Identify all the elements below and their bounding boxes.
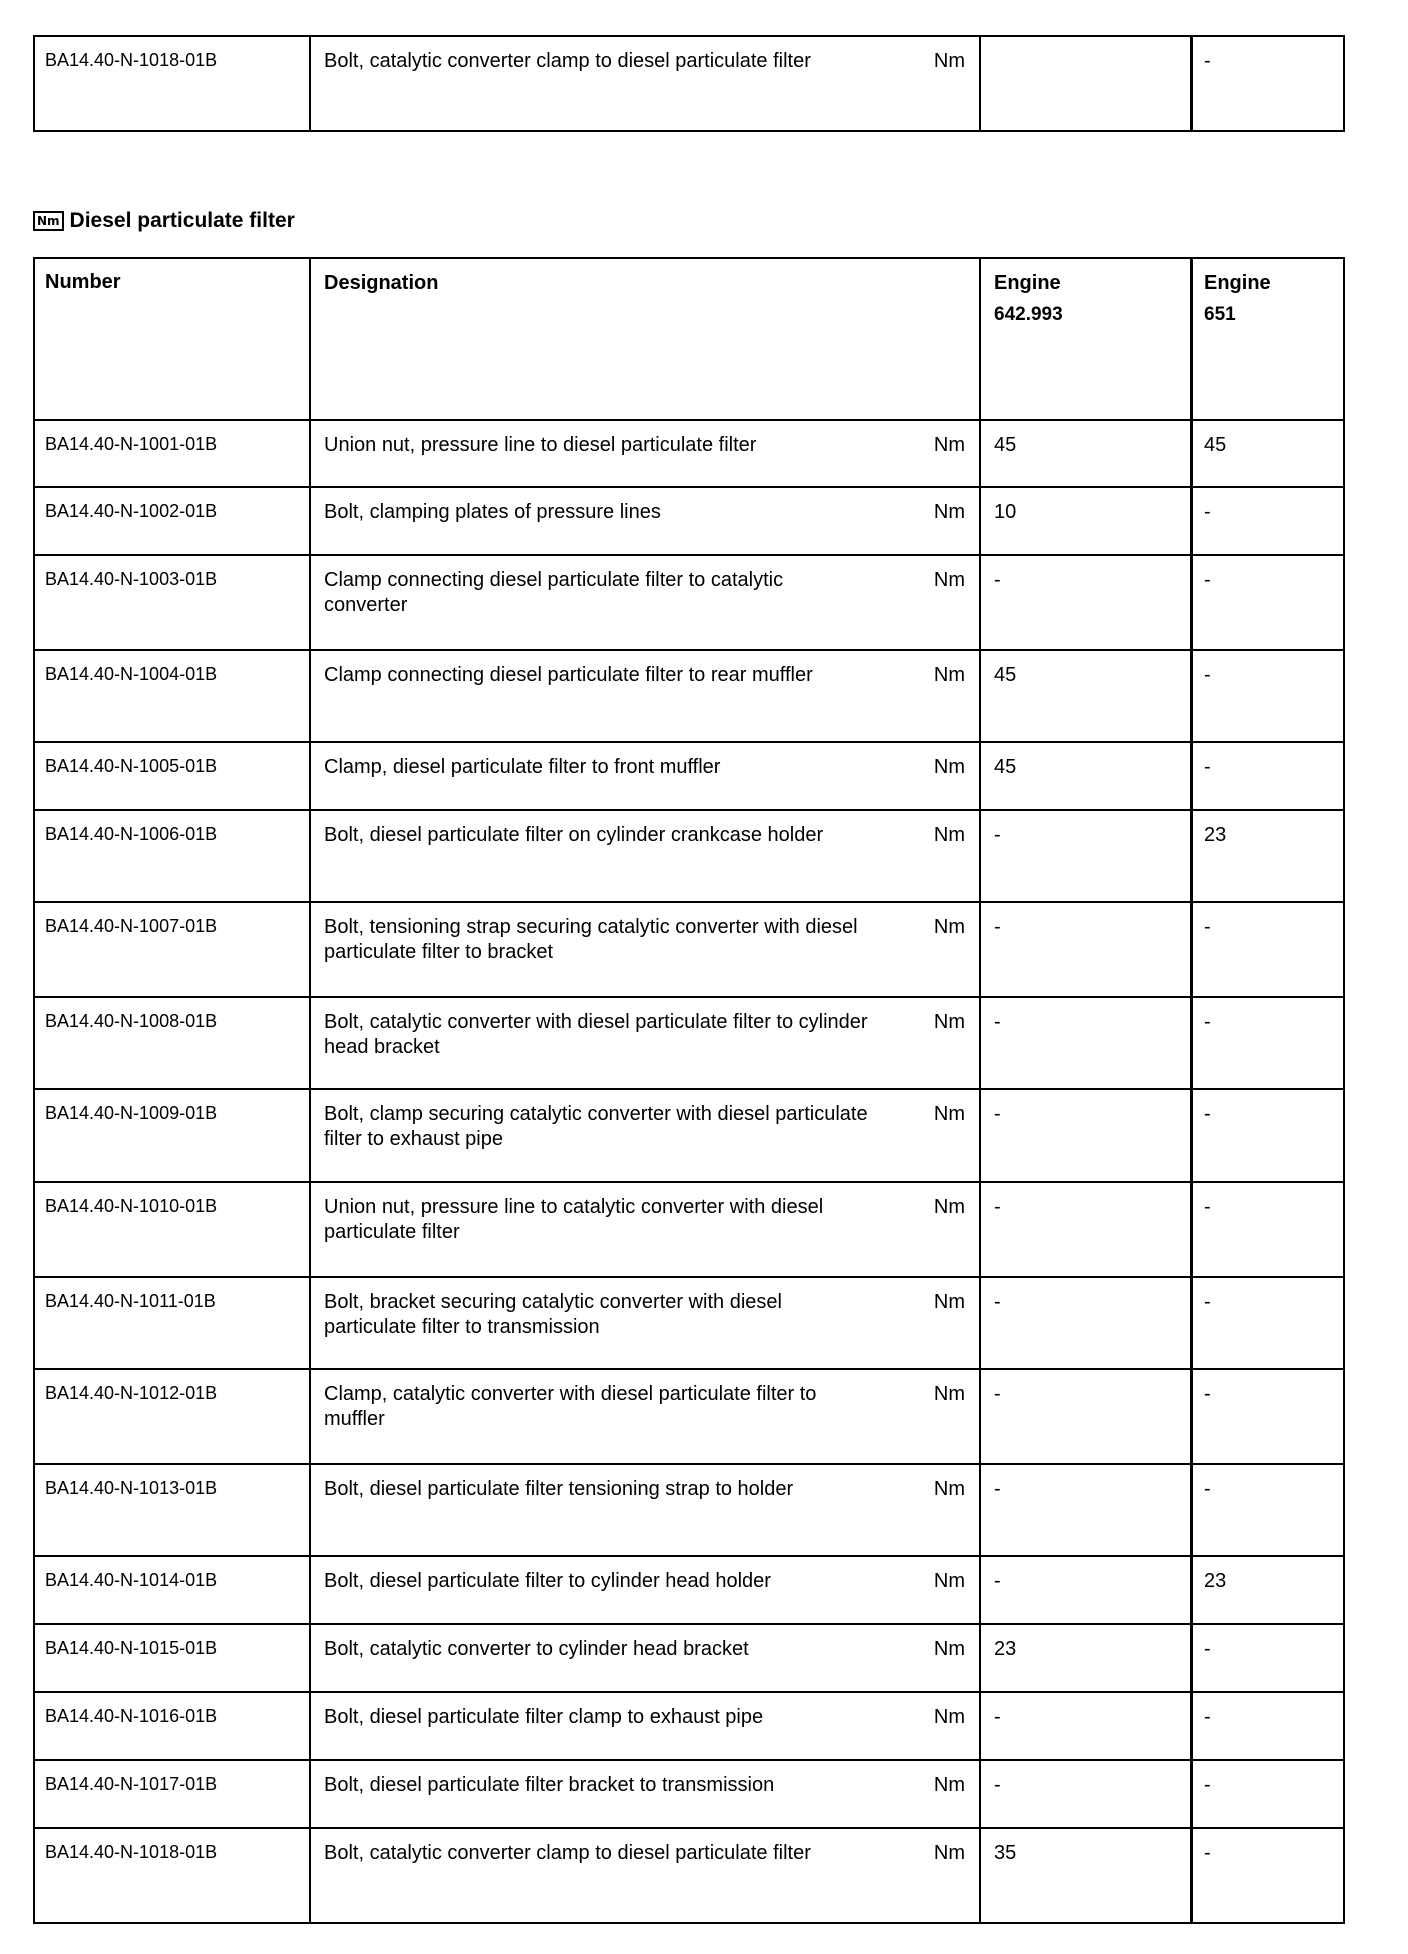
engine-1-value: - [980, 1369, 1192, 1464]
designation-cell [310, 1369, 980, 1464]
designation-cell [310, 650, 980, 742]
unit-label: Nm [933, 1842, 965, 1864]
table-row [34, 997, 1344, 1089]
engine-2-value: - [1192, 1277, 1345, 1369]
table-row [34, 902, 1344, 997]
engine-1-value: - [980, 1464, 1192, 1556]
table-row [34, 1556, 1344, 1624]
designation-text: Clamp connecting diesel particulate filter to rear muffler [324, 664, 813, 686]
unit-label: Nm [933, 1291, 965, 1313]
column-header-number-label: Number [45, 271, 121, 293]
part-number: BA14.40-N-1012-01B [34, 1369, 310, 1464]
designation-cell [310, 1182, 980, 1277]
unit-label: Nm [933, 1570, 965, 1592]
table-row [34, 1369, 1344, 1464]
unit-label: Nm [933, 1774, 965, 1796]
engine-1-value: - [980, 1089, 1192, 1182]
engine-2-value: - [1192, 1692, 1345, 1760]
unit-label: Nm [933, 756, 965, 778]
unit-label: Nm [933, 1638, 965, 1660]
designation-text: Clamp, catalytic converter with diesel particulate filter to muffler [324, 1383, 817, 1430]
table-header-row [34, 258, 1344, 420]
designation-cell [310, 1760, 980, 1828]
table-row [34, 1089, 1344, 1182]
engine-2-value: - [1192, 742, 1345, 810]
engine-2-value: - [1192, 1182, 1345, 1277]
engine-1-value: - [980, 1182, 1192, 1277]
part-number: BA14.40-N-1001-01B [34, 420, 310, 487]
unit-label: Nm [933, 664, 965, 686]
table-row [34, 420, 1344, 487]
table-row [34, 810, 1344, 902]
table-row [34, 1692, 1344, 1760]
designation-text: Bolt, diesel particulate filter bracket to transmission [324, 1774, 775, 1796]
designation-cell [310, 487, 980, 555]
designation-text: Bolt, clamping plates of pressure lines [324, 501, 661, 523]
part-number: BA14.40-N-1006-01B [34, 810, 310, 902]
unit-label: Nm [933, 1706, 965, 1728]
engine-2-value: - [1192, 1624, 1345, 1692]
designation-cell [310, 1277, 980, 1369]
engine-2-value: 23 [1192, 1556, 1345, 1624]
column-header-number [34, 258, 310, 420]
designation-cell [310, 810, 980, 902]
table-row [34, 36, 1344, 131]
table-row [34, 1624, 1344, 1692]
unit-label: Nm [933, 50, 965, 72]
part-number: BA14.40-N-1003-01B [34, 555, 310, 650]
designation-text: Clamp connecting diesel particulate filter to catalytic converter [324, 569, 784, 616]
engine-1-value: 45 [980, 742, 1192, 810]
engine-2-value: - [1192, 487, 1345, 555]
unit-label: Nm [933, 569, 965, 591]
designation-text: Bolt, catalytic converter clamp to diesel particulate filter [324, 50, 811, 72]
designation-cell [310, 742, 980, 810]
designation-cell [310, 1089, 980, 1182]
table-row [34, 1760, 1344, 1828]
section-title: Diesel particulate filter [69, 209, 295, 232]
continuation-table [33, 35, 1345, 132]
designation-text: Bolt, diesel particulate filter to cylinder head holder [324, 1570, 771, 1592]
engine-2-value: - [1192, 902, 1345, 997]
designation-text: Bolt, catalytic converter with diesel particulate filter to cylinder head bracket [324, 1011, 868, 1058]
designation-text: Bolt, bracket securing catalytic converter with diesel particulate filter to transmission [324, 1291, 782, 1338]
engine-1-value: - [980, 997, 1192, 1089]
column-header-engine-2 [1192, 258, 1345, 420]
engine-1-value: - [980, 902, 1192, 997]
unit-label: Nm [933, 824, 965, 846]
designation-text: Bolt, clamp securing catalytic converter with diesel particulate filter to exhaust pipe [324, 1103, 868, 1150]
unit-label: Nm [933, 1383, 965, 1405]
section-heading [33, 209, 295, 233]
part-number: BA14.40-N-1004-01B [34, 650, 310, 742]
unit-label: Nm [933, 916, 965, 938]
designation-text: Bolt, diesel particulate filter tensioning strap to holder [324, 1478, 794, 1500]
part-number: BA14.40-N-1005-01B [34, 742, 310, 810]
part-number: BA14.40-N-1011-01B [34, 1277, 310, 1369]
engine-2-value: - [1192, 36, 1345, 131]
designation-cell [310, 1828, 980, 1923]
part-number: BA14.40-N-1014-01B [34, 1556, 310, 1624]
column-header-designation-label: Designation [324, 272, 439, 294]
table-row [34, 1182, 1344, 1277]
torque-table [33, 257, 1345, 1924]
table-row [34, 487, 1344, 555]
engine-2-value: - [1192, 1464, 1345, 1556]
engine-1-value: - [980, 1760, 1192, 1828]
engine-2-value: - [1192, 1369, 1345, 1464]
part-number: BA14.40-N-1008-01B [34, 997, 310, 1089]
engine-2-value: - [1192, 1828, 1345, 1923]
engine-2-value: - [1192, 1089, 1345, 1182]
designation-cell [310, 1624, 980, 1692]
designation-text: Bolt, catalytic converter to cylinder head bracket [324, 1638, 749, 1660]
unit-label: Nm [933, 1011, 965, 1033]
engine-1-value: - [980, 1556, 1192, 1624]
engine-1-value: 35 [980, 1828, 1192, 1923]
engine-1-value [980, 36, 1192, 131]
torque-wrench-nm-icon: Nm [33, 211, 64, 231]
engine-1-value: - [980, 555, 1192, 650]
unit-label: Nm [933, 1196, 965, 1218]
table-row [34, 1464, 1344, 1556]
engine-2-label: Engine [1204, 272, 1271, 294]
engine-2-value: 45 [1192, 420, 1345, 487]
table-row [34, 1828, 1344, 1923]
designation-cell [310, 902, 980, 997]
column-header-engine-1 [980, 258, 1192, 420]
part-number: BA14.40-N-1017-01B [34, 1760, 310, 1828]
designation-text: Bolt, catalytic converter clamp to diesel particulate filter [324, 1842, 811, 1864]
engine-1-label: Engine [994, 272, 1061, 294]
part-number: BA14.40-N-1013-01B [34, 1464, 310, 1556]
part-number: BA14.40-N-1015-01B [34, 1624, 310, 1692]
engine-1-value: - [980, 1277, 1192, 1369]
table-row [34, 650, 1344, 742]
table-row [34, 1277, 1344, 1369]
engine-1-value: 45 [980, 650, 1192, 742]
unit-label: Nm [933, 1478, 965, 1500]
designation-cell [310, 997, 980, 1089]
part-number: BA14.40-N-1016-01B [34, 1692, 310, 1760]
unit-label: Nm [933, 1103, 965, 1125]
designation-text: Union nut, pressure line to catalytic converter with diesel particulate filter [324, 1196, 824, 1243]
engine-2-value: - [1192, 650, 1345, 742]
part-number: BA14.40-N-1010-01B [34, 1182, 310, 1277]
designation-text: Bolt, tensioning strap securing catalytic converter with diesel particulate filter to bracket [324, 916, 858, 963]
table-row [34, 555, 1344, 650]
designation-text: Bolt, diesel particulate filter clamp to exhaust pipe [324, 1706, 764, 1728]
engine-1-value: - [980, 1692, 1192, 1760]
part-number: BA14.40-N-1002-01B [34, 487, 310, 555]
engine-2-value: 23 [1192, 810, 1345, 902]
designation-cell [310, 420, 980, 487]
part-number: BA14.40-N-1018-01B [34, 1828, 310, 1923]
engine-2-value: - [1192, 1760, 1345, 1828]
designation-text: Clamp, diesel particulate filter to front muffler [324, 756, 721, 778]
engine-1-value: 23 [980, 1624, 1192, 1692]
part-number: BA14.40-N-1007-01B [34, 902, 310, 997]
designation-text: Union nut, pressure line to diesel particulate filter [324, 434, 757, 456]
designation-cell [310, 36, 980, 131]
unit-label: Nm [933, 434, 965, 456]
engine-2-value: - [1192, 997, 1345, 1089]
engine-1-model: 642.993 [994, 304, 1063, 325]
engine-1-value: - [980, 810, 1192, 902]
engine-2-value: - [1192, 555, 1345, 650]
engine-2-model: 651 [1204, 304, 1236, 325]
designation-cell [310, 1464, 980, 1556]
designation-cell [310, 555, 980, 650]
designation-text: Bolt, diesel particulate filter on cylinder crankcase holder [324, 824, 824, 846]
designation-cell [310, 1556, 980, 1624]
table-row [34, 742, 1344, 810]
engine-1-value: 45 [980, 420, 1192, 487]
part-number: BA14.40-N-1009-01B [34, 1089, 310, 1182]
engine-1-value: 10 [980, 487, 1192, 555]
column-header-designation [310, 258, 980, 420]
part-number: BA14.40-N-1018-01B [34, 36, 310, 131]
designation-cell [310, 1692, 980, 1760]
unit-label: Nm [933, 501, 965, 523]
